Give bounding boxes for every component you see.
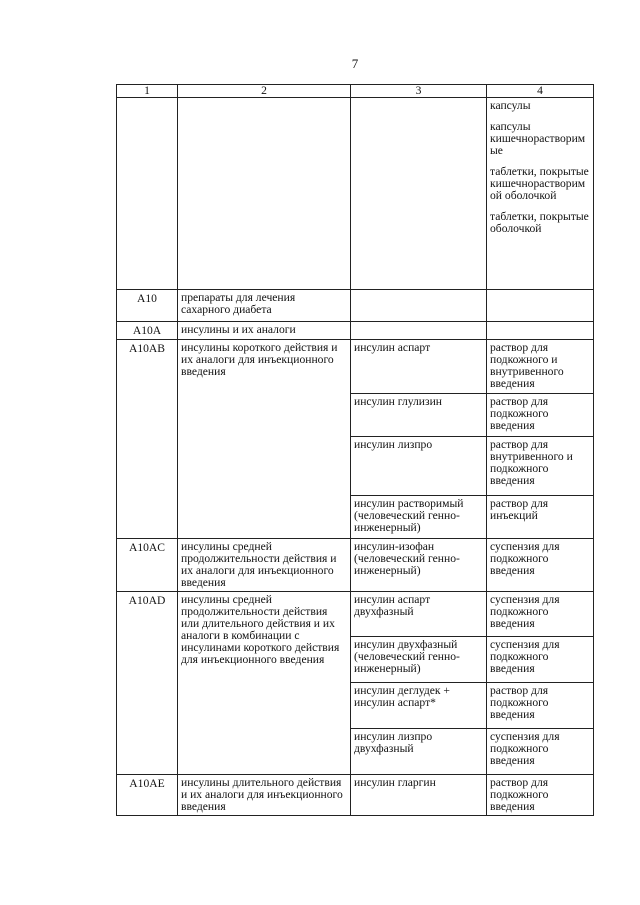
drug-name: инсулин-изофан (человеческий генно-инженерный)	[351, 539, 487, 592]
drug-name: инсулин аспарт	[351, 340, 487, 394]
group-name: инсулины средней продолжительности действия и их аналоги для инъекционного введения	[178, 539, 351, 592]
column-number: 4	[487, 85, 594, 98]
dosage-form: капсулы кишечнорастворимые	[490, 120, 586, 157]
atc-code: A10AE	[117, 775, 178, 816]
code-cell	[117, 98, 178, 290]
table-row-A10	[117, 290, 594, 322]
atc-code: A10	[117, 290, 178, 322]
table-row-continuation	[117, 98, 594, 290]
dosage-form: капсулы	[490, 99, 531, 112]
drug-list-table	[116, 84, 594, 816]
table-row-A10AB	[117, 340, 594, 394]
group-name: инсулины длительного действия и их аналоги для инъекционного введения	[178, 775, 351, 816]
drug-name: инсулин лизпро	[351, 437, 487, 496]
group-name: инсулины короткого действия и их аналоги для инъекционного введения	[178, 340, 351, 539]
drug-name: инсулин деглудек + инсулин аспарт*	[351, 683, 487, 729]
dosage-form: раствор для подкожного и внутривенного введения	[487, 340, 594, 394]
dosage-form: раствор для внутривенного и подкожного введения	[487, 437, 594, 496]
drug-name: инсулин аспарт двухфазный	[351, 592, 487, 637]
atc-code: A10AB	[117, 340, 178, 539]
dosage-form: раствор для подкожного введения	[487, 775, 594, 816]
group-name: инсулины и их аналоги	[178, 322, 351, 340]
table-row-A10AC	[117, 539, 594, 592]
drug-name-cell	[351, 322, 487, 340]
drug-name: инсулин двухфазный (человеческий генно-инженерный)	[351, 637, 487, 683]
table-row-A10A	[117, 322, 594, 340]
page-number: 7	[351, 56, 359, 71]
drug-name-cell	[351, 290, 487, 322]
dosage-form: раствор для инъекций	[487, 496, 594, 539]
table-row-A10AE	[117, 775, 594, 816]
drug-name: инсулин глулизин	[351, 394, 487, 437]
group-name: инсулины средней продолжительности действия или длительного действия и их аналоги в комбинации с инсулинами короткого действия для инъекционного введения	[178, 592, 351, 775]
column-number: 2	[178, 85, 351, 98]
dosage-form: суспензия для подкожного введения	[487, 539, 594, 592]
drug-name: инсулин растворимый (человеческий генно-инженерный)	[351, 496, 487, 539]
dosage-form: таблетки, покрытые кишечнорастворимой оболочкой	[490, 165, 589, 202]
group-cell	[178, 98, 351, 290]
column-number: 3	[351, 85, 487, 98]
group-name: препараты для лечения сахарного диабета	[178, 290, 351, 322]
dosage-form: таблетки, покрытые оболочкой	[490, 210, 589, 235]
dosage-form: суспензия для подкожного введения	[487, 729, 594, 775]
dosage-form: раствор для подкожного введения	[487, 683, 594, 729]
atc-code: A10AC	[117, 539, 178, 592]
dosage-form: раствор для подкожного введения	[487, 394, 594, 437]
dosage-form-cell	[487, 290, 594, 322]
column-number-row	[117, 85, 594, 98]
dosage-form-cell	[487, 98, 594, 290]
table-row-A10AD	[117, 592, 594, 637]
atc-code: A10AD	[117, 592, 178, 775]
atc-code: A10A	[117, 322, 178, 340]
dosage-form-cell	[487, 322, 594, 340]
dosage-form: суспензия для подкожного введения	[487, 592, 594, 637]
column-number: 1	[117, 85, 178, 98]
dosage-form: суспензия для подкожного введения	[487, 637, 594, 683]
drug-name: инсулин лизпро двухфазный	[351, 729, 487, 775]
drug-name: инсулин гларгин	[351, 775, 487, 816]
drug-name-cell	[351, 98, 487, 290]
